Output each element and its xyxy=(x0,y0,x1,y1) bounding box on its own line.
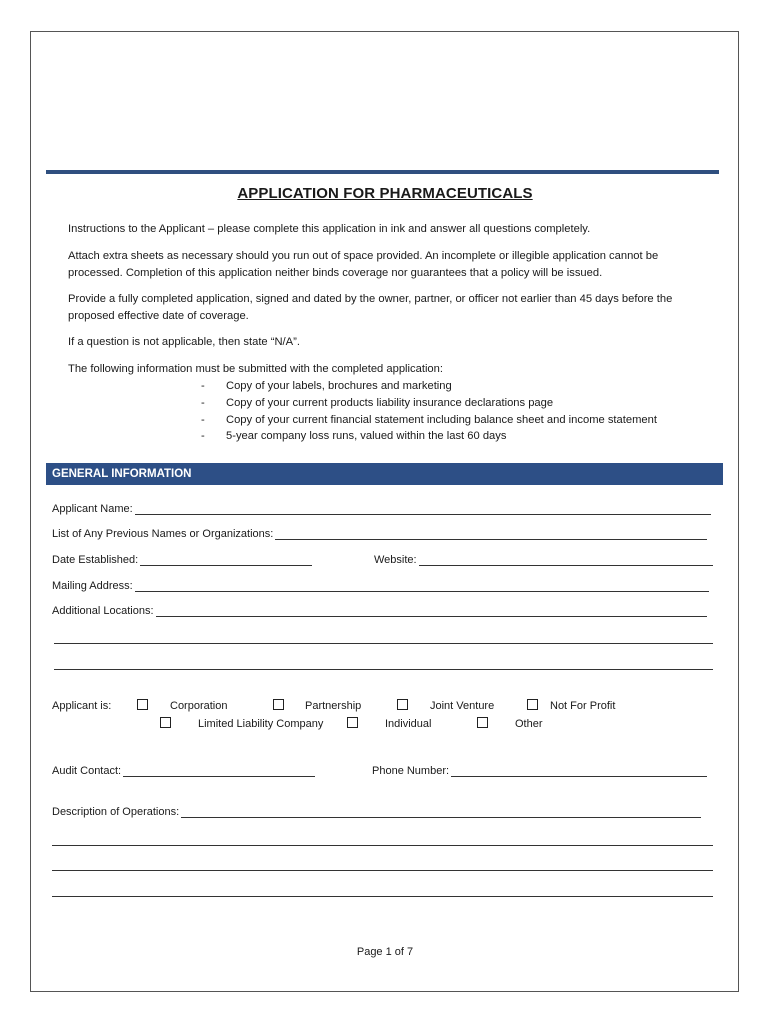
date-established-field[interactable] xyxy=(52,554,312,566)
mailing-address-field[interactable] xyxy=(52,580,709,592)
description-operations-line[interactable] xyxy=(181,806,701,818)
previous-names-label: List of Any Previous Names or Organizations: xyxy=(52,528,274,540)
instruction-paragraph-4: If a question is not applicable, then state “N/A”. xyxy=(68,336,300,348)
additional-locations-label: Additional Locations: xyxy=(52,605,154,617)
llc-checkbox[interactable] xyxy=(160,717,171,728)
header-rule xyxy=(46,170,719,174)
corporation-checkbox[interactable] xyxy=(137,699,148,710)
instruction-paragraph-1: Instructions to the Applicant – please complete this application in ink and answer all questions completely. xyxy=(68,223,591,235)
mailing-address-line[interactable] xyxy=(135,580,709,592)
description-operations-line-4[interactable] xyxy=(52,896,713,897)
list-item-text: 5-year company loss runs, valued within the last 60 days xyxy=(226,430,507,443)
description-operations-line-2[interactable] xyxy=(52,845,713,846)
mailing-address-label: Mailing Address: xyxy=(52,580,133,592)
other-checkbox[interactable] xyxy=(477,717,488,728)
website-field[interactable] xyxy=(374,554,713,566)
corporation-label: Corporation xyxy=(170,700,228,712)
list-item xyxy=(201,395,657,412)
list-item-text: Copy of your current products liability insurance declarations page xyxy=(226,396,554,409)
individual-checkbox[interactable] xyxy=(347,717,358,728)
document-title: APPLICATION FOR PHARMACEUTICALS xyxy=(237,185,533,202)
applicant-name-line[interactable] xyxy=(135,503,711,515)
instruction-paragraph-3: Provide a fully completed application, signed and dated by the owner, partner, or officer not earlier than 45 days before the proposed effective date of coverage. xyxy=(68,293,673,322)
description-operations-line-3[interactable] xyxy=(52,870,713,871)
additional-locations-line-3[interactable] xyxy=(54,669,713,670)
required-items-list xyxy=(201,378,657,445)
list-item xyxy=(201,378,657,395)
joint-venture-checkbox[interactable] xyxy=(397,699,408,710)
not-for-profit-label: Not For Profit xyxy=(550,700,616,712)
date-established-label: Date Established: xyxy=(52,554,139,566)
list-item-text: Copy of your labels, brochures and marketing xyxy=(226,380,452,392)
instruction-paragraph-2: Attach extra sheets as necessary should you run out of space provided. An incomplete or illegible application cannot be processed. Completion of this application neither binds coverage nor guarantees that a policy will be issued. xyxy=(68,250,659,279)
partnership-checkbox[interactable] xyxy=(273,699,284,710)
description-operations-label: Description of Operations: xyxy=(52,806,180,818)
bullet-dash: - xyxy=(201,430,205,443)
llc-label: Limited Liability Company xyxy=(198,718,324,730)
instruction-paragraph-5: The following information must be submitted with the completed application: xyxy=(68,363,443,375)
bullet-dash: - xyxy=(201,413,205,426)
website-line[interactable] xyxy=(419,554,713,566)
phone-number-field[interactable] xyxy=(372,765,707,777)
bullet-dash: - xyxy=(201,380,205,392)
audit-contact-field[interactable] xyxy=(52,765,315,777)
partnership-label: Partnership xyxy=(305,700,362,712)
list-item-text: Copy of your current financial statement including balance sheet and income statement xyxy=(226,413,657,426)
applicant-is-label: Applicant is: xyxy=(52,700,112,712)
individual-label: Individual xyxy=(385,718,432,730)
applicant-name-field[interactable] xyxy=(52,503,711,515)
other-label: Other xyxy=(515,718,543,730)
bullet-dash: - xyxy=(201,396,205,409)
previous-names-line[interactable] xyxy=(275,528,707,540)
audit-contact-label: Audit Contact: xyxy=(52,765,122,777)
section-header-general-information: GENERAL INFORMATION xyxy=(46,463,723,485)
phone-number-label: Phone Number: xyxy=(372,765,450,777)
applicant-name-label: Applicant Name: xyxy=(52,503,133,515)
date-established-line[interactable] xyxy=(140,554,312,566)
joint-venture-label: Joint Venture xyxy=(430,700,495,712)
additional-locations-line-2[interactable] xyxy=(54,643,713,644)
website-label: Website: xyxy=(374,554,417,566)
audit-contact-line[interactable] xyxy=(123,765,315,777)
page-number: Page 1 of 7 xyxy=(356,946,414,958)
list-item xyxy=(201,428,657,445)
phone-number-line[interactable] xyxy=(451,765,707,777)
previous-names-field[interactable] xyxy=(52,528,707,540)
description-operations-field[interactable] xyxy=(52,806,701,818)
list-item xyxy=(201,412,657,429)
not-for-profit-checkbox[interactable] xyxy=(527,699,538,710)
additional-locations-line[interactable] xyxy=(156,605,707,617)
additional-locations-field[interactable] xyxy=(52,605,707,617)
